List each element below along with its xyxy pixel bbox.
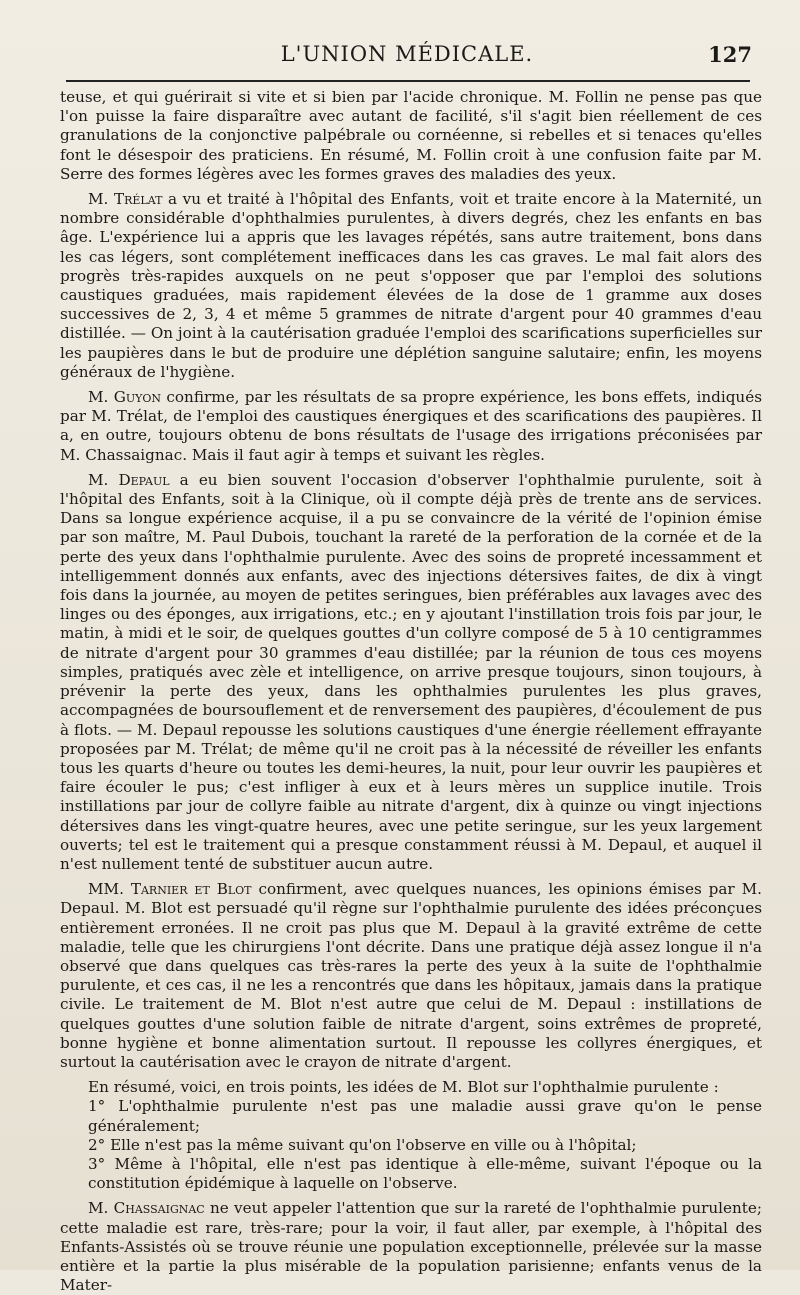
article-body: [60, 88, 762, 1295]
paragraph-text: confirment, avec quelques nuances, les opinions émises par M. Depaul. M. Blot est persuadé qu'il règne sur l'ophthalmie purulente des idées préconçues entièrement erronées. Il ne croit pas plus que M. Depaul à la gravité extrême de cette maladie, telle que les chirurgiens l'ont décrite. Dans une pratique déjà assez longue il n'a observé que dans quelques cas très-rares la perte des yeux à la suite de l'ophthalmie purulente, et ces cas, il ne les a rencontrés que dans les hôpitaux, jamais dans la pratique civile. Le traitement de M. Blot n'est autre que celui de M. Depaul : instillations de quelques gouttes d'une solution faible de nitrate d'argent, soins extrêmes de propreté, bonne hygiène et bonne alimentation surtout. Il repousse les collyres énergiques, et surtout la cautérisation avec le crayon de nitrate d'argent.: [60, 880, 762, 1071]
list-item: 1° L'ophthalmie purulente n'est pas une maladie aussi grave qu'on le pense généralement;: [88, 1097, 762, 1135]
speaker-name: M. Chassaignac: [88, 1199, 205, 1218]
header-rule: [66, 80, 750, 82]
paragraph-trelat: [60, 190, 762, 382]
speaker-name: M. Guyon: [88, 388, 162, 407]
paragraph-chassaignac: [60, 1199, 762, 1295]
paragraph-depaul: [60, 471, 762, 874]
paragraph-text: confirme, par les résultats de sa propre expérience, les bons effets, indiqués par M. Trélat, de l'emploi des caustiques énergiques et des scarifications des paupières. Il a, en outre, toujours obtenu de bons résultats de l'usage des irrigations préconisées par M. Chassaignac. Mais il faut agir à temps et suivant les règles.: [60, 388, 762, 464]
paragraph-tarnier-blot: [60, 880, 762, 1072]
paragraph-text: a vu et traité à l'hôpital des Enfants, voit et traite encore à la Maternité, un nombre considérable d'ophthalmies purulentes, à divers degrés, chez les enfants en bas âge. L'expérience lui a appris que les lavages répétés, sans autre traitement, bons dans les cas légers, sont complétement inefficaces dans les cas graves. Le mal fait alors des progrès très-rapides auxquels on ne peut s'opposer que par l'emploi des solutions caustiques graduées, mais rapidement élevées de la dose de 1 gramme aux doses successives de 2, 3, 4 et même 5 grammes de nitrate d'argent pour 40 grammes d'eau distillée. — On joint à la cautérisation graduée l'emploi des scarifications superficielles sur les paupières dans le but de produire une déplétion sanguine salutaire; enfin, les moyens généraux de l'hygiène.: [60, 190, 762, 381]
paragraph-text: teuse, et qui guérirait si vite et si bien par l'acide chronique. M. Follin ne pense pas que l'on puisse la faire disparaître avec autant de facilité, s'il s'agit bien réellement de ces granulations de la conjonctive palpébrale ou cornéenne, si rebelles et si tenaces qu'elles font le désespoir des praticiens. En résumé, M. Follin croit à une confusion faite par M. Serre des formes légères avec les formes graves des maladies des yeux.: [60, 88, 762, 183]
speaker-name: MM. Tarnier et Blot: [88, 880, 252, 899]
journal-title: L'UNION MÉDICALE.: [280, 42, 534, 66]
paragraph-text: a eu bien souvent l'occasion d'observer l'ophthalmie purulente, soit à l'hôpital des Enfants, soit à la Clinique, où il compte déjà près de trente ans de services. Dans sa longue expérience acquise, il a pu se convaincre de la vérité de l'opinion émise par son maître, M. Paul Dubois, touchant la rareté de la perforation de la cornée et de la perte des yeux dans l'ophthalmie purulente. Avec des soins de propreté incessamment et intelligemment donnés aux enfants, avec des injections détersives faites, de dix à vingt fois dans la journée, au moyen de petites seringues, bien préférables aux lavages avec des linges ou des éponges, aux irrigations, etc.; en y ajoutant l'instillation trois fois par jour, le matin, à midi et le soir, de quelques gouttes d'un collyre composé de 5 à 10 centigrammes de nitrate d'argent pour 30 grammes d'eau distillée; par la réunion de tous ces moyens simples, pratiqués avec zèle et intelligence, on arrive presque toujours, sinon toujours, à prévenir la perte des yeux, dans les ophthalmies purulentes les plus graves, accompagnées de boursouflement et de renversement des paupières, d'écoulement de pus à flots. — M. Depaul repousse les solutions caustiques d'une énergie réellement effrayante proposées par M. Trélat; de même qu'il ne croit pas à la nécessité de réveiller les enfants tous les quarts d'heure ou toutes les demi-heures, la nuit, pour leur ouvrir les paupières et faire écouler le pus; c'est infliger à eux et à leurs mères un supplice inutile. Trois instillations par jour de collyre faible au nitrate d'argent, dix à quinze ou vingt injections détersives dans les vingt-quatre heures, avec une petite seringue, sur les yeux largement ouverts; tel est le traitement qui a presque constamment réussi à M. Depaul, et auquel il n'est nullement tenté de substituer aucun autre.: [60, 470, 763, 873]
paragraph-text: ne veut appeler l'attention que sur la rareté de l'ophthalmie purulente; cette maladie est rare, très-rare; pour la voir, il faut aller, par exemple, à l'hôpital des Enfants-Assistés où se trouve réunie une population exceptionnelle, prélevée sur la masse entière et la partie la plus misérable de la population parisienne; enfants venus de la Mater-: [60, 1199, 762, 1295]
speaker-name: M. Trélat: [88, 190, 163, 209]
paragraph-guyon: [60, 388, 762, 465]
page-number: 127: [708, 42, 752, 67]
paragraph-follin: [60, 88, 762, 184]
running-head: [62, 40, 752, 74]
speaker-name: M. Depaul: [88, 470, 170, 489]
list-item: 2° Elle n'est pas la même suivant qu'on l'observe en ville ou à l'hôpital;: [88, 1135, 637, 1154]
summary-intro: En résumé, voici, en trois points, les idées de M. Blot sur l'ophthalmie purulente :: [88, 1078, 719, 1097]
summary-points: [60, 1097, 762, 1193]
list-item: 3° Même à l'hôpital, elle n'est pas identique à elle-même, suivant l'époque ou la constitution épidémique à laquelle on l'observe.: [88, 1154, 762, 1193]
